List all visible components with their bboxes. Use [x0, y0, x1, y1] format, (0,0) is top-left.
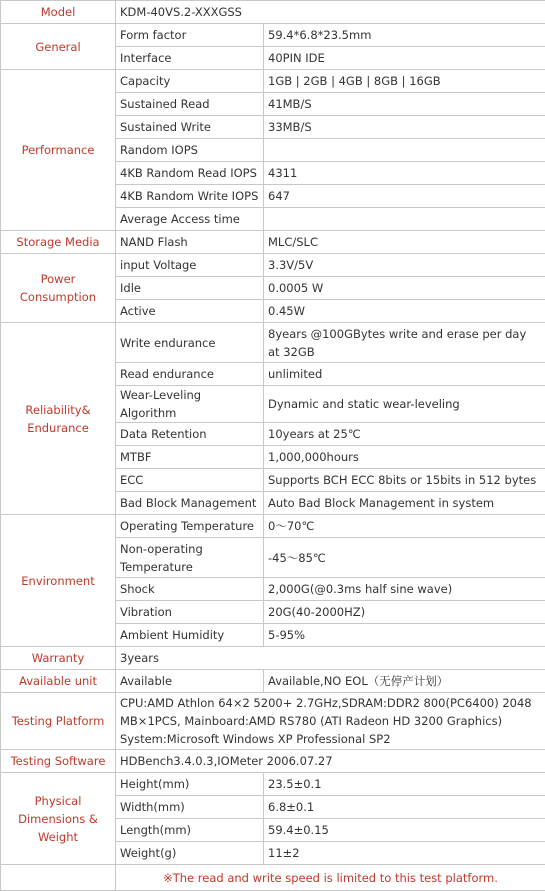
- spec-value: 10years at 25℃: [264, 423, 545, 446]
- spec-value: 6.8±0.1: [264, 796, 545, 819]
- spec-value: 20G(40-2000HZ): [264, 601, 545, 624]
- spec-label: Length(mm): [116, 819, 264, 842]
- spec-label: Active: [116, 300, 264, 323]
- spec-value: 0～70℃: [264, 515, 545, 538]
- spec-label: Sustained Read: [116, 93, 264, 116]
- spec-row: [1, 750, 545, 773]
- spec-label: Idle: [116, 277, 264, 300]
- spec-value: [264, 208, 545, 231]
- spec-value: MLC/SLC: [264, 231, 545, 254]
- spec-value: 4311: [264, 162, 545, 185]
- category-environment: Environment: [1, 515, 116, 647]
- spec-value: Available,NO EOL（无停产计划）: [264, 670, 545, 693]
- spec-value: 0.0005 W: [264, 277, 545, 300]
- spec-label: Write endurance: [116, 323, 264, 363]
- spec-value: Dynamic and static wear-leveling: [264, 386, 545, 423]
- spec-label: Random IOPS: [116, 139, 264, 162]
- spec-row: [1, 323, 545, 363]
- spec-value: 1GB | 2GB | 4GB | 8GB | 16GB: [264, 70, 545, 93]
- category-available-unit: Available unit: [1, 670, 116, 693]
- spec-label: CPU:AMD Athlon 64×2 5200+ 2.7GHz,SDRAM:DDR2 800(PC6400) 2048 MB×1PCS, Mainboard:AMD RS780 (ATI Radeon HD 3200 Graphics) System:Microsoft Windows XP Professional SP2: [116, 693, 545, 750]
- spec-value: 23.5±0.1: [264, 773, 545, 796]
- spec-row: [1, 647, 545, 670]
- spec-row: [1, 24, 545, 47]
- spec-row: [1, 515, 545, 538]
- spec-value: 33MB/S: [264, 116, 545, 139]
- spec-value: 41MB/S: [264, 93, 545, 116]
- category-general: General: [1, 24, 116, 70]
- spec-label: Ambient Humidity: [116, 624, 264, 647]
- spec-value: 3.3V/5V: [264, 254, 545, 277]
- category-power-consumption: Power Consumption: [1, 254, 116, 323]
- spec-label: 3years: [116, 647, 545, 670]
- category-storage-media: Storage Media: [1, 231, 116, 254]
- spec-label: Weight(g): [116, 842, 264, 865]
- category-reliability-endurance: Reliability& Endurance: [1, 323, 116, 515]
- spec-value: unlimited: [264, 363, 545, 386]
- spec-value: -45～85℃: [264, 538, 545, 578]
- spec-value: 1,000,000hours: [264, 446, 545, 469]
- spec-value: 5-95%: [264, 624, 545, 647]
- note-row: [1, 865, 545, 891]
- spec-label: KDM-40VS.2-XXXGSS: [116, 1, 545, 24]
- spec-label: Interface: [116, 47, 264, 70]
- spec-value: 11±2: [264, 842, 545, 865]
- spec-label: Data Retention: [116, 423, 264, 446]
- spec-label: Available: [116, 670, 264, 693]
- spec-row: [1, 773, 545, 796]
- spec-row: [1, 231, 545, 254]
- spec-value: 0.45W: [264, 300, 545, 323]
- spec-label: Capacity: [116, 70, 264, 93]
- note-empty-cell: [1, 865, 116, 891]
- spec-label: Sustained Write: [116, 116, 264, 139]
- category-physical-dimensions-weight: Physical Dimensions & Weight: [1, 773, 116, 865]
- spec-row: [1, 670, 545, 693]
- category-testing-platform: Testing Platform: [1, 693, 116, 750]
- spec-value: 8years @100GBytes write and erase per day at 32GB: [264, 323, 545, 363]
- spec-label: HDBench3.4.0.3,IOMeter 2006.07.27: [116, 750, 545, 773]
- spec-label: 4KB Random Write IOPS: [116, 185, 264, 208]
- spec-label: 4KB Random Read IOPS: [116, 162, 264, 185]
- spec-value: Auto Bad Block Management in system: [264, 492, 545, 515]
- spec-label: Vibration: [116, 601, 264, 624]
- category-model: Model: [1, 1, 116, 24]
- speed-note: ※The read and write speed is limited to this test platform.: [116, 865, 545, 891]
- spec-label: Read endurance: [116, 363, 264, 386]
- spec-row: [1, 70, 545, 93]
- spec-row: [1, 1, 545, 24]
- spec-label: MTBF: [116, 446, 264, 469]
- spec-label: ECC: [116, 469, 264, 492]
- category-warranty: Warranty: [1, 647, 116, 670]
- spec-row: [1, 254, 545, 277]
- spec-label: input Voltage: [116, 254, 264, 277]
- spec-label: Wear-Leveling Algorithm: [116, 386, 264, 423]
- spec-label: Operating Temperature: [116, 515, 264, 538]
- spec-value: 40PIN IDE: [264, 47, 545, 70]
- spec-value: Supports BCH ECC 8bits or 15bits in 512 bytes: [264, 469, 545, 492]
- spec-label: NAND Flash: [116, 231, 264, 254]
- spec-label: Form factor: [116, 24, 264, 47]
- spec-label: Height(mm): [116, 773, 264, 796]
- category-testing-software: Testing Software: [1, 750, 116, 773]
- spec-label: Width(mm): [116, 796, 264, 819]
- spec-row: [1, 693, 545, 750]
- spec-value: [264, 139, 545, 162]
- spec-value: 59.4±0.15: [264, 819, 545, 842]
- spec-label: Shock: [116, 578, 264, 601]
- spec-value: 2,000G(@0.3ms half sine wave): [264, 578, 545, 601]
- category-performance: Performance: [1, 70, 116, 231]
- spec-value: 59.4*6.8*23.5mm: [264, 24, 545, 47]
- spec-value: 647: [264, 185, 545, 208]
- spec-label: Average Access time: [116, 208, 264, 231]
- spec-label: Bad Block Management: [116, 492, 264, 515]
- spec-label: Non-operating Temperature: [116, 538, 264, 578]
